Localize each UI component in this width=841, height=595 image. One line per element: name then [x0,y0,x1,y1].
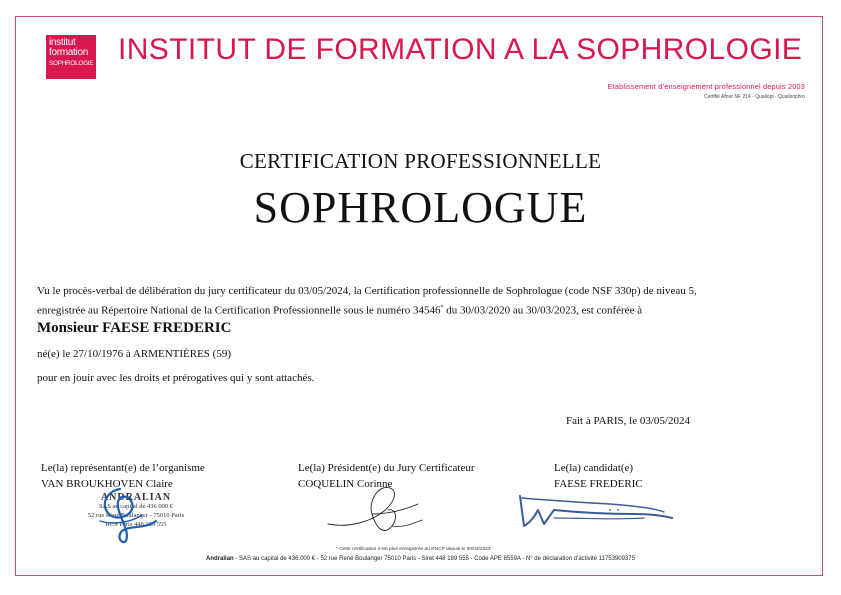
footer-company: Andralian [206,556,234,562]
stamp-line-2: SAS au capital de 436 000 € [98,503,174,510]
stamp-line-4: RCS Paris 448 189 555 [105,521,167,528]
certificate-body [37,283,797,320]
body-line-2 [37,300,797,320]
signatory-name: COQUELIN Corinne [298,478,393,490]
institute-subtitle: Etablissement d’enseignement professionnel depuis 2003 [607,82,805,91]
stamp-line-3: 52 rue René Boulanger - 75010 Paris [87,512,185,519]
footer-details: - SAS au capital de 436.000 € - 52 rue René Boulanger 75010 Paris - Siret 448 189 555 - Code APE 8559A - N° de déclaration d’activité 11753909375 [233,556,635,562]
stamp-line-1: ANDRALIAN [100,492,172,503]
signatory-name: FAESE FREDERIC [554,478,643,490]
signatory-name: VAN BROUKHOVEN Claire [41,478,173,490]
place-date: Fait à PARIS, le 03/05/2024 [566,415,690,427]
institute-logo [46,35,96,79]
body-line-2-start: enregistrée au Répertoire National de la Certification Professionnelle sous le numéro 34546 [37,304,441,317]
signatory-role: Le(la) Président(e) du Jury Certificateur [298,462,475,474]
signatory-role: Le(la) candidat(e) [554,462,634,474]
institute-certifications: Certifié Afnor NF 214 - Qualiopi - Qualisophro [704,94,805,100]
candidate-signature [514,488,684,536]
rights-statement: pour en jouir avec les droits et prérogatives qui y sont attachés. [37,372,315,384]
logo-line-2: formation [49,47,88,58]
body-line-2-end: du 30/03/2020 au 30/03/2023, est conférée à [443,304,643,317]
certification-title: SOPHROLOGUE [253,183,588,232]
logo-line-3: SOPHROLOGIE [49,60,94,67]
jury-president-signature [318,478,438,540]
rncp-footnote: * Cette certification n’est plus enregistrée au RNCP depuis le 30/03/2023 [336,547,491,552]
certification-heading: CERTIFICATION PROFESSIONNELLE [239,149,602,173]
logo-line-1: institut [49,37,76,48]
company-footer [0,556,841,562]
body-line-1: Vu le procès-verbal de délibération du jury certificateur du 03/05/2024, la Certification professionnelle de Sophrologue (code NSF 330p) de niveau 5, [37,285,697,297]
footnote-mark: * [440,305,444,311]
signatory-role: Le(la) représentant(e) de l’organisme [41,462,205,474]
organisation-signature [60,485,180,547]
birth-info: né(e) le 27/10/1976 à ARMENTIÈRES (59) [37,348,231,360]
recipient-name: Monsieur FAESE FREDERIC [37,320,232,336]
institute-title: INSTITUT DE FORMATION A LA SOPHROLOGIE [118,33,803,66]
